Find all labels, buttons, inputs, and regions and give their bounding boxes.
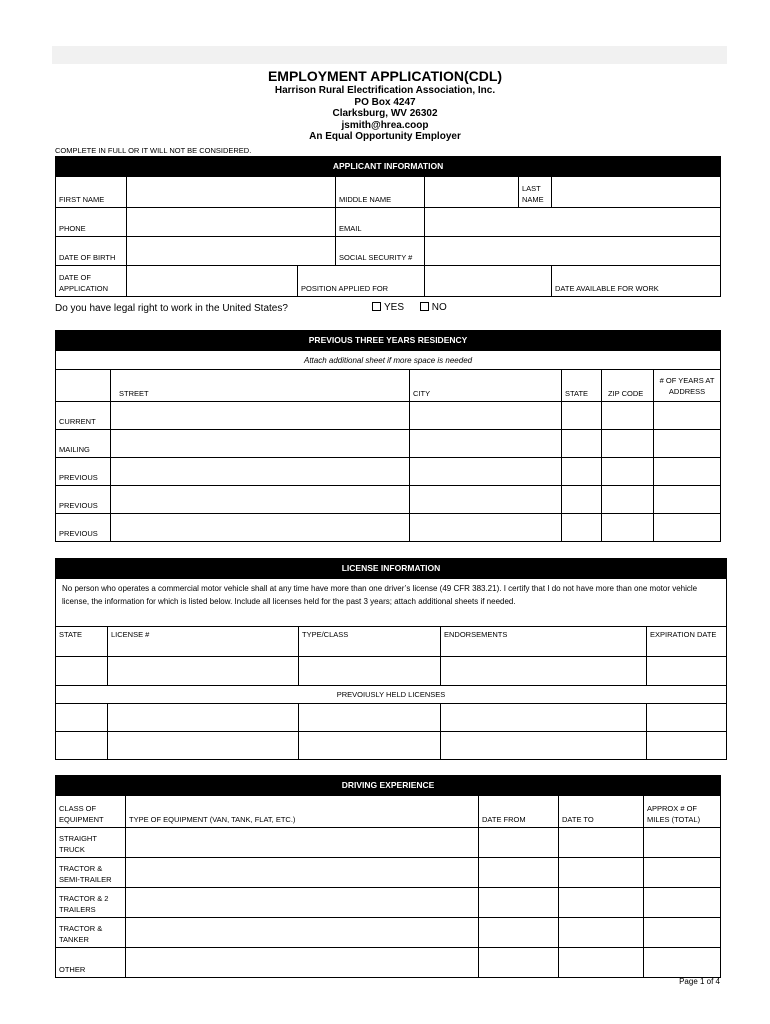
- city-field[interactable]: [410, 486, 562, 514]
- endorsements-header: ENDORSEMENTS: [441, 627, 647, 657]
- no-label: NO: [431, 302, 447, 313]
- city-field[interactable]: [410, 402, 562, 430]
- city-field[interactable]: [410, 514, 562, 542]
- zip-field[interactable]: [602, 486, 654, 514]
- miles-field[interactable]: [644, 858, 721, 888]
- previous-licenses-heading: PREVOIUSLY HELD LICENSES: [56, 686, 727, 704]
- zip-column-header: ZIP CODE: [602, 370, 654, 402]
- yes-label: YES: [384, 302, 405, 313]
- license-state-field[interactable]: [56, 732, 108, 760]
- state-field[interactable]: [562, 402, 602, 430]
- contact-email: jsmith@hrea.coop: [341, 119, 429, 131]
- date-from-header: DATE FROM: [479, 796, 559, 828]
- position-label: POSITION APPLIED FOR: [298, 266, 425, 297]
- equipment-class-label: OTHER: [56, 948, 126, 978]
- miles-field[interactable]: [644, 888, 721, 918]
- state-field[interactable]: [562, 486, 602, 514]
- date-available-label: DATE AVAILABLE FOR WORK: [552, 266, 721, 297]
- city-field[interactable]: [410, 430, 562, 458]
- equipment-type-field[interactable]: [126, 918, 479, 948]
- application-date-field[interactable]: [127, 266, 298, 297]
- equipment-type-field[interactable]: [126, 948, 479, 978]
- residency-row-label: MAILING: [56, 430, 111, 458]
- license-certification-text: No person who operates a commercial motor vehicle shall at any time have more than one driver’s license (49 CFR 383.21). I certify that I do not have more than one motor vehicle license, the information for which is listed below. Include all licenses held for the past 3 years; attach additional sheets if needed.: [56, 579, 727, 627]
- middle-name-field[interactable]: [425, 177, 519, 208]
- street-field[interactable]: [111, 430, 410, 458]
- legal-right-options: [372, 302, 460, 313]
- residency-heading: PREVIOUS THREE YEARS RESIDENCY: [56, 331, 721, 351]
- residency-row-label: PREVIOUS: [56, 514, 111, 542]
- license-table: [55, 558, 727, 760]
- driving-experience-heading: DRIVING EXPERIENCE: [56, 776, 721, 796]
- ssn-field[interactable]: [425, 237, 721, 266]
- residency-table: [55, 330, 721, 542]
- license-number-field[interactable]: [108, 704, 299, 732]
- eeo-statement: An Equal Opportunity Employer: [309, 131, 461, 142]
- years-column-header: # OF YEARS AT ADDRESS: [654, 370, 721, 402]
- city-state-zip: Clarksburg, WV 26302: [332, 108, 438, 119]
- no-checkbox[interactable]: [420, 302, 429, 311]
- zip-field[interactable]: [602, 402, 654, 430]
- residency-row-label: PREVIOUS: [56, 486, 111, 514]
- license-number-field[interactable]: [108, 657, 299, 686]
- street-field[interactable]: [111, 458, 410, 486]
- zip-field[interactable]: [602, 458, 654, 486]
- date-from-field[interactable]: [479, 828, 559, 858]
- date-to-header: DATE TO: [559, 796, 644, 828]
- email-field[interactable]: [425, 208, 721, 237]
- license-number-field[interactable]: [108, 732, 299, 760]
- date-to-field[interactable]: [559, 948, 644, 978]
- zip-field[interactable]: [602, 514, 654, 542]
- endorsements-field[interactable]: [441, 704, 647, 732]
- equipment-type-field[interactable]: [126, 888, 479, 918]
- zip-field[interactable]: [602, 430, 654, 458]
- ssn-label: SOCIAL SECURITY #: [336, 237, 425, 266]
- type-class-field[interactable]: [299, 704, 441, 732]
- dob-field[interactable]: [127, 237, 336, 266]
- type-class-header: TYPE/CLASS: [299, 627, 441, 657]
- applicant-info-table: [55, 156, 721, 297]
- residency-blank-header: [56, 370, 111, 402]
- type-class-field[interactable]: [299, 732, 441, 760]
- applicant-info-heading: APPLICANT INFORMATION: [56, 157, 721, 177]
- street-field[interactable]: [111, 486, 410, 514]
- first-name-field[interactable]: [127, 177, 336, 208]
- expiration-field[interactable]: [647, 704, 727, 732]
- phone-label: PHONE: [56, 208, 127, 237]
- date-from-field[interactable]: [479, 918, 559, 948]
- document-header: [0, 68, 770, 143]
- years-field[interactable]: [654, 514, 721, 542]
- last-name-field[interactable]: [552, 177, 721, 208]
- date-to-field[interactable]: [559, 888, 644, 918]
- org-name: Harrison Rural Electrification Association, Inc.: [274, 85, 496, 96]
- date-to-field[interactable]: [559, 828, 644, 858]
- miles-field[interactable]: [644, 948, 721, 978]
- first-name-label: FIRST NAME: [56, 177, 127, 208]
- equipment-class-label: TRACTOR & 2 TRAILERS: [56, 888, 126, 918]
- last-name-label: LAST NAME: [519, 177, 552, 208]
- equipment-type-field[interactable]: [126, 858, 479, 888]
- miles-header: APPROX # OF MILES (TOTAL): [644, 796, 721, 828]
- city-column-header: CITY: [410, 370, 562, 402]
- license-state-field[interactable]: [56, 704, 108, 732]
- state-field[interactable]: [562, 430, 602, 458]
- street-field[interactable]: [111, 514, 410, 542]
- residency-row-label: PREVIOUS: [56, 458, 111, 486]
- years-field[interactable]: [654, 402, 721, 430]
- years-field[interactable]: [654, 458, 721, 486]
- license-number-header: LICENSE #: [108, 627, 299, 657]
- street-column-header: STREET: [111, 370, 410, 402]
- date-from-field[interactable]: [479, 888, 559, 918]
- residency-row-label: CURRENT: [56, 402, 111, 430]
- completion-note: COMPLETE IN FULL OR IT WILL NOT BE CONSIDERED.: [55, 146, 252, 155]
- equipment-class-label: TRACTOR & SEMI-TRAILER: [56, 858, 126, 888]
- document-title: EMPLOYMENT APPLICATION(CDL): [267, 68, 503, 84]
- state-field[interactable]: [562, 458, 602, 486]
- po-box: PO Box 4247: [354, 96, 416, 108]
- state-field[interactable]: [562, 514, 602, 542]
- years-field[interactable]: [654, 486, 721, 514]
- expiration-field[interactable]: [647, 657, 727, 686]
- license-heading: LICENSE INFORMATION: [56, 559, 727, 579]
- type-of-equipment-header: TYPE OF EQUIPMENT (VAN, TANK, FLAT, ETC.): [126, 796, 479, 828]
- street-field[interactable]: [111, 402, 410, 430]
- license-state-header: STATE: [56, 627, 108, 657]
- date-from-field[interactable]: [479, 948, 559, 978]
- type-class-field[interactable]: [299, 657, 441, 686]
- legal-right-question: Do you have legal right to work in the United States?: [55, 303, 288, 314]
- miles-field[interactable]: [644, 828, 721, 858]
- date-to-field[interactable]: [559, 858, 644, 888]
- equipment-class-label: TRACTOR & TANKER: [56, 918, 126, 948]
- dob-label: DATE OF BIRTH: [56, 237, 127, 266]
- endorsements-field[interactable]: [441, 732, 647, 760]
- top-shaded-bar: [52, 46, 727, 64]
- residency-note: Attach additional sheet if more space is needed: [56, 351, 721, 370]
- expiration-header: EXPIRATION DATE: [647, 627, 727, 657]
- date-from-field[interactable]: [479, 858, 559, 888]
- state-column-header: STATE: [562, 370, 602, 402]
- years-field[interactable]: [654, 430, 721, 458]
- miles-field[interactable]: [644, 918, 721, 948]
- phone-field[interactable]: [127, 208, 336, 237]
- middle-name-label: MIDDLE NAME: [336, 177, 425, 208]
- expiration-field[interactable]: [647, 732, 727, 760]
- email-label: EMAIL: [336, 208, 425, 237]
- driving-experience-table: [55, 775, 721, 978]
- endorsements-field[interactable]: [441, 657, 647, 686]
- application-date-label: DATE OF APPLICATION: [56, 266, 127, 297]
- equipment-type-field[interactable]: [126, 828, 479, 858]
- yes-checkbox[interactable]: [372, 302, 381, 311]
- position-field[interactable]: [425, 266, 552, 297]
- city-field[interactable]: [410, 458, 562, 486]
- license-state-field[interactable]: [56, 657, 108, 686]
- equipment-class-label: STRAIGHT TRUCK: [56, 828, 126, 858]
- date-to-field[interactable]: [559, 918, 644, 948]
- page-number: Page 1 of 4: [679, 977, 720, 986]
- class-of-equipment-header: CLASS OF EQUIPMENT: [56, 796, 126, 828]
